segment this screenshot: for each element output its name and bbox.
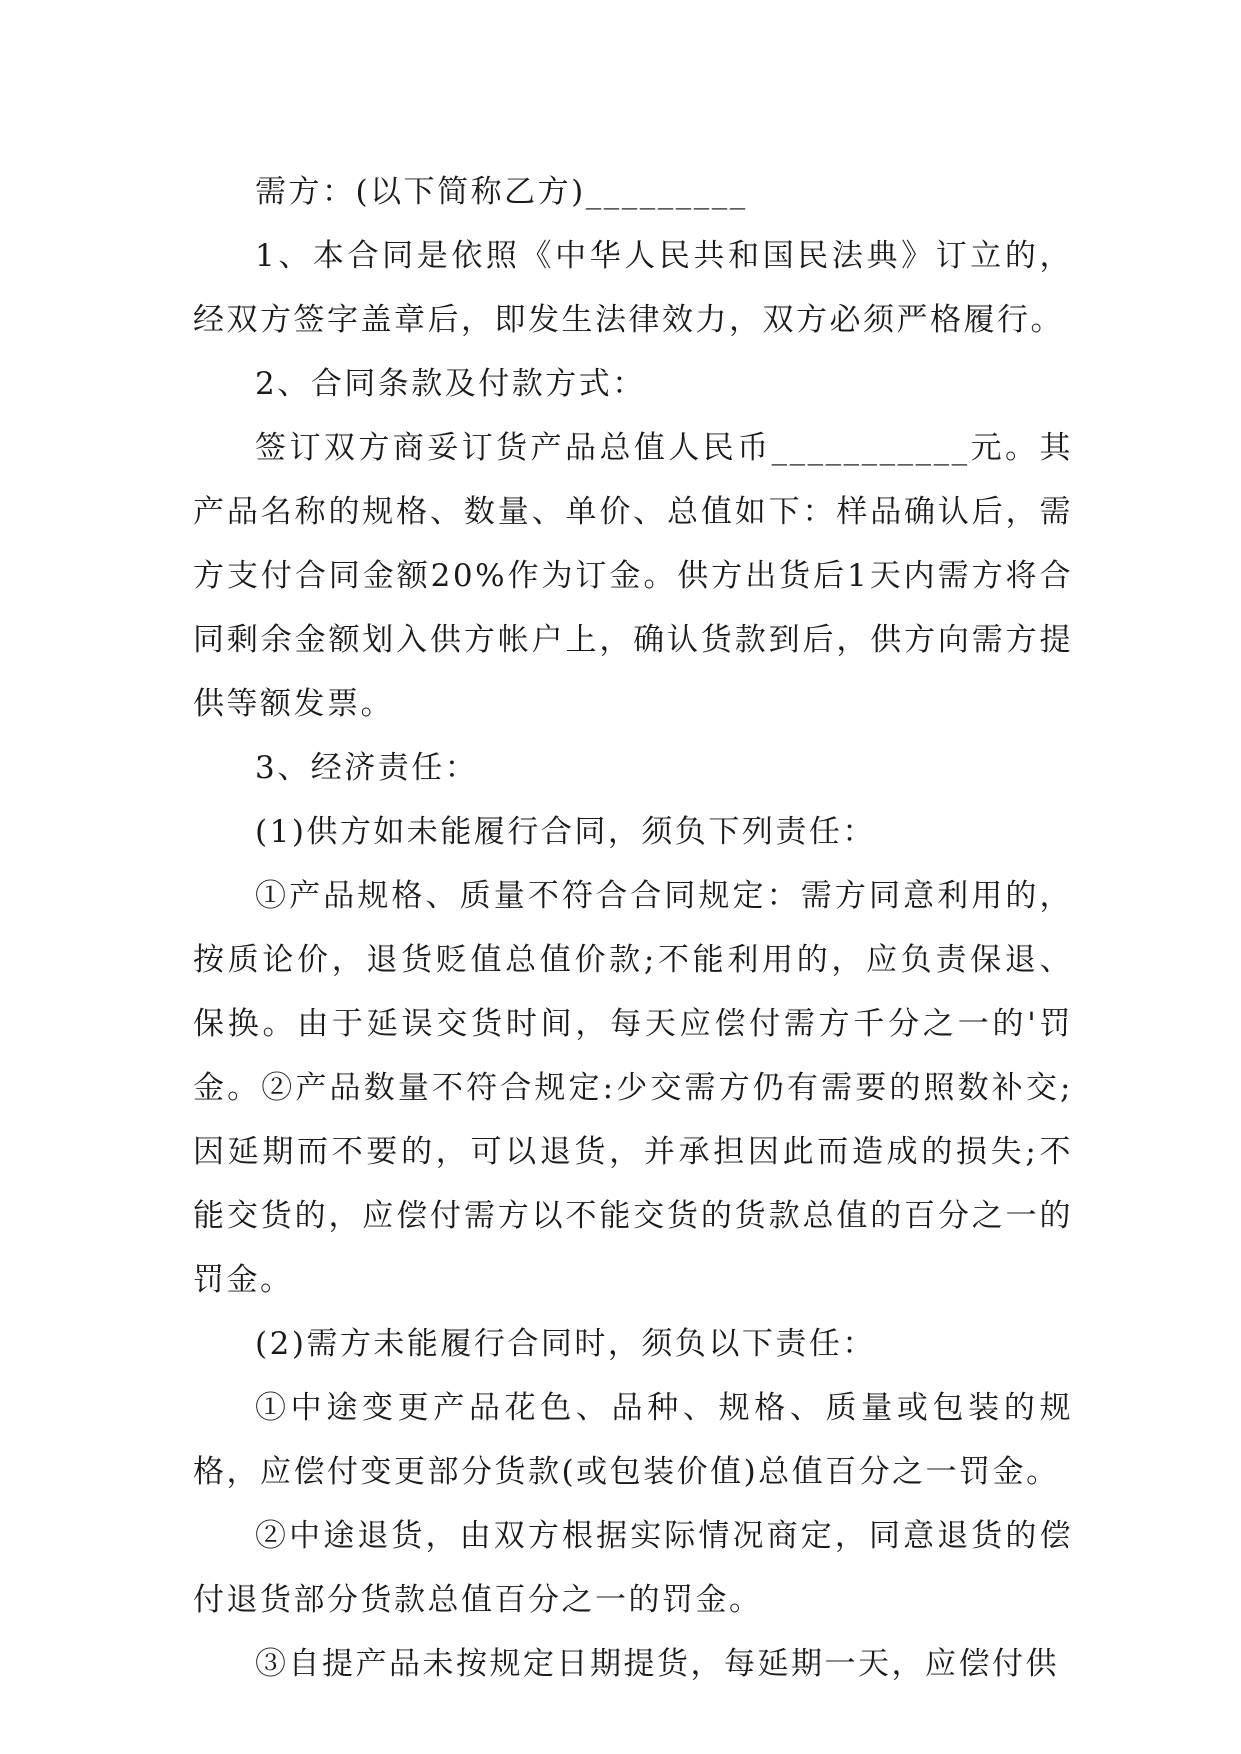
clause-1-paragraph: 1、本合同是依照《中华人民共和国民法典》订立的，经双方签字盖章后，即发生法律效力，双方必须严格履行。 [193, 238, 1073, 338]
clause-2-paragraph: 签订双方商妥订货产品总值人民币___________元。其产品名称的规格、数量、单价、总值如下：样品确认后，需方支付合同金额20%作为订金。供方出货后1天内需方将合同剩余金额划入供方帐户上，确认货款到后，供方向需方提供等额发票。 [193, 430, 1073, 722]
clause-2-heading: 2、合同条款及付款方式： [255, 366, 646, 402]
buyer-liability-item-1: ①中途变更产品花色、品种、规格、质量或包装的规格，应偿付变更部分货款(或包装价值)总值百分之一罚金。 [193, 1390, 1073, 1490]
supplier-liability-paragraph: ①产品规格、质量不符合合同规定：需方同意利用的，按质论价，退货贬值总值价款;不能利用的，应负责保退、保换。由于延误交货时间，每天应偿付需方千分之一的'罚金。②产品数量不符合规定:少交需方仍有需要的照数补交;因延期而不要的，可以退货，并承担因此而造成的损失;不能交货的，应偿付需方以不能交货的货款总值的百分之一的罚金。 [193, 878, 1073, 1298]
buyer-liability-item-3: ③自提产品未按规定日期提货，每延期一天，应偿付供 [255, 1646, 1059, 1682]
clause-3-heading: 3、经济责任： [255, 750, 479, 786]
supplier-liability-heading: (1)供方如未能履行合同，须负下列责任： [255, 814, 876, 850]
buyer-liability-heading: (2)需方未能履行合同时，须负以下责任： [255, 1326, 876, 1362]
document-body [193, 160, 1073, 1696]
buyer-line: 需方：(以下简称乙方)_________ [255, 174, 748, 210]
buyer-liability-item-2: ②中途退货，由双方根据实际情况商定，同意退货的偿付退货部分货款总值百分之一的罚金。 [193, 1518, 1073, 1618]
